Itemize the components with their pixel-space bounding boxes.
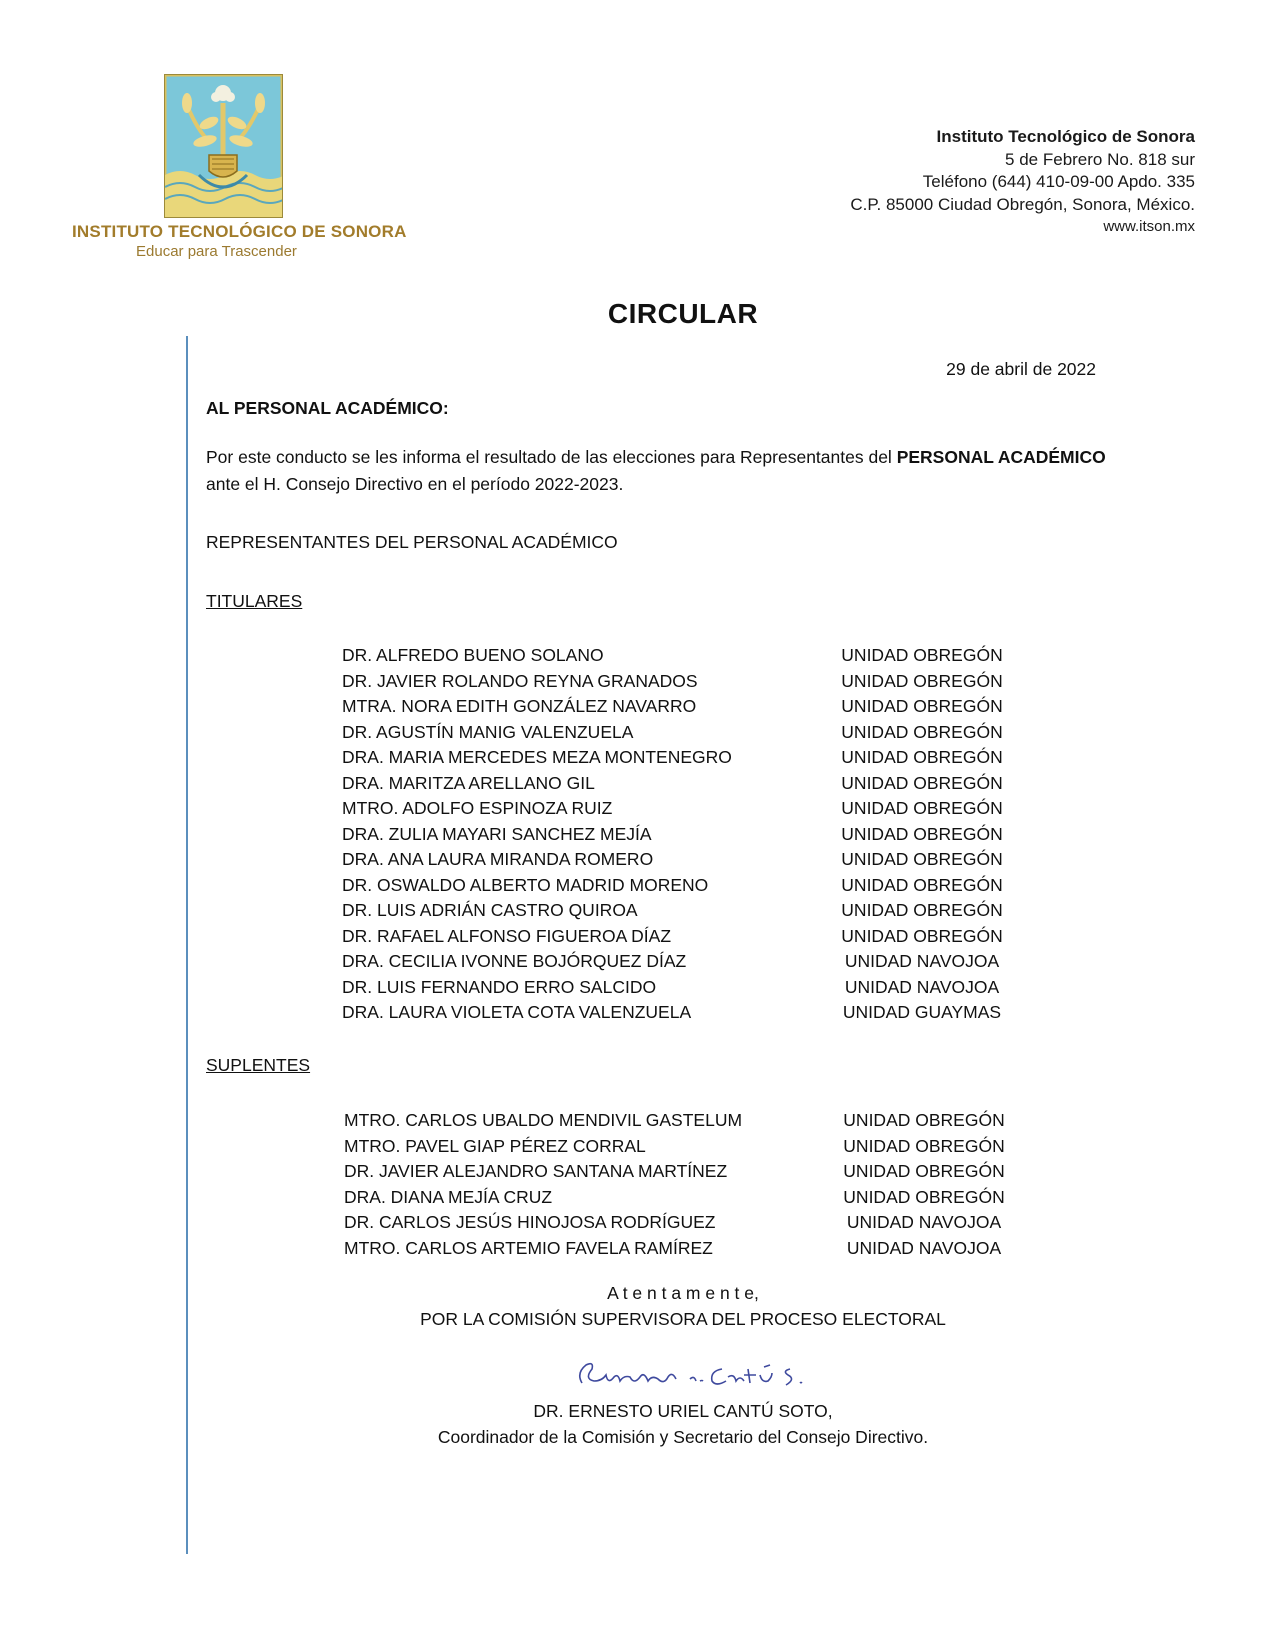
- body-text: Por este conducto se les informa el resultado de las elecciones para Representantes del: [206, 447, 897, 467]
- representative-name: DRA. ZULIA MAYARI SANCHEZ MEJÍA: [342, 823, 652, 844]
- representative-unit: UNIDAD NAVOJOA: [844, 976, 1000, 997]
- representative-name: DR. LUIS FERNANDO ERRO SALCIDO: [342, 976, 657, 997]
- titulares-list: [342, 645, 1042, 1028]
- representative-unit: UNIDAD OBREGÓN: [843, 1161, 1005, 1181]
- closing: A t e n t a m e n t e,: [607, 1283, 759, 1303]
- list-item: [344, 1110, 1044, 1136]
- representative-unit: UNIDAD OBREGÓN: [841, 670, 1003, 691]
- logo-motto: Educar para Trascender: [136, 243, 297, 260]
- representative-unit: UNIDAD OBREGÓN: [843, 1186, 1005, 1207]
- list-item: [344, 1187, 1044, 1213]
- body-text-line2: ante el H. Consejo Directivo en el período 2022-2023.: [206, 474, 624, 494]
- representative-unit: UNIDAD OBREGÓN: [843, 1135, 1005, 1156]
- representative-unit: UNIDAD OBREGÓN: [841, 721, 1003, 742]
- representative-name: MTRO. ADOLFO ESPINOZA RUIZ: [342, 798, 613, 818]
- representative-unit: UNIDAD OBREGÓN: [843, 1110, 1005, 1130]
- representative-unit: UNIDAD OBREGÓN: [841, 798, 1003, 818]
- representative-name: DRA. DIANA MEJÍA CRUZ: [344, 1186, 553, 1207]
- handwritten-signature: [572, 1355, 822, 1395]
- representative-unit: UNIDAD OBREGÓN: [841, 925, 1003, 946]
- signer-role: Coordinador de la Comisión y Secretario del Consejo Directivo.: [437, 1427, 929, 1447]
- list-item: [342, 696, 1042, 722]
- list-item: [342, 926, 1042, 952]
- list-item: [342, 951, 1042, 977]
- margin-rule: [186, 336, 188, 1554]
- address-institution-name: Instituto Tecnológico de Sonora: [936, 127, 1195, 146]
- representative-unit: UNIDAD OBREGÓN: [841, 849, 1003, 869]
- commission-line: POR LA COMISIÓN SUPERVISORA DEL PROCESO ELECTORAL: [420, 1309, 946, 1329]
- representative-name: DRA. MARIA MERCEDES MEZA MONTENEGRO: [342, 747, 732, 767]
- representative-unit: UNIDAD OBREGÓN: [841, 747, 1003, 767]
- document-title: CIRCULAR: [607, 298, 759, 329]
- institution-address: [850, 126, 1195, 239]
- representative-name: DRA. MARITZA ARELLANO GIL: [342, 772, 595, 793]
- representative-name: MTRA. NORA EDITH GONZÁLEZ NAVARRO: [342, 696, 697, 716]
- list-item: [342, 747, 1042, 773]
- logo-institution-name: INSTITUTO TECNOLÓGICO DE SONORA: [72, 222, 407, 241]
- representative-unit: UNIDAD OBREGÓN: [841, 645, 1003, 665]
- list-item: [344, 1161, 1044, 1187]
- list-item: [344, 1212, 1044, 1238]
- representative-unit: UNIDAD NAVOJOA: [844, 951, 1000, 971]
- address-city: C.P. 85000 Ciudad Obregón, Sonora, México.: [850, 194, 1195, 214]
- representative-unit: UNIDAD OBREGÓN: [841, 900, 1003, 920]
- representative-unit: UNIDAD GUAYMAS: [842, 1002, 1002, 1022]
- representative-unit: UNIDAD OBREGÓN: [841, 696, 1003, 716]
- representative-name: DRA. ANA LAURA MIRANDA ROMERO: [342, 849, 654, 869]
- institution-logo: [164, 74, 283, 218]
- list-item: [342, 671, 1042, 697]
- list-item: [342, 1002, 1042, 1028]
- list-item: [342, 824, 1042, 850]
- signer-name: DR. ERNESTO URIEL CANTÚ SOTO,: [533, 1401, 833, 1421]
- list-item: [342, 798, 1042, 824]
- list-item: [342, 645, 1042, 671]
- logo-emblem-icon: [165, 75, 282, 217]
- representative-name: DRA. CECILIA IVONNE BOJÓRQUEZ DÍAZ: [342, 951, 687, 971]
- list-item: [342, 900, 1042, 926]
- representative-name: MTRO. PAVEL GIAP PÉREZ CORRAL: [344, 1135, 646, 1156]
- address-website: www.itson.mx: [1103, 218, 1195, 235]
- representative-unit: UNIDAD OBREGÓN: [841, 823, 1003, 844]
- representative-name: DR. JAVIER ALEJANDRO SANTANA MARTÍNEZ: [344, 1161, 728, 1181]
- suplentes-heading: SUPLENTES: [206, 1055, 311, 1075]
- body-bold-text: PERSONAL ACADÉMICO: [896, 447, 1106, 467]
- list-item: [342, 977, 1042, 1003]
- list-item: [344, 1136, 1044, 1162]
- body-paragraph: [206, 444, 1106, 498]
- representative-unit: UNIDAD OBREGÓN: [841, 772, 1003, 793]
- suplentes-list: [344, 1110, 1044, 1263]
- list-item: [344, 1238, 1044, 1264]
- representative-name: DR. LUIS ADRIÁN CASTRO QUIROA: [342, 900, 638, 920]
- list-item: [342, 773, 1042, 799]
- salutation: AL PERSONAL ACADÉMICO:: [206, 398, 449, 418]
- representative-unit: UNIDAD NAVOJOA: [846, 1237, 1002, 1258]
- representative-unit: UNIDAD OBREGÓN: [841, 874, 1003, 895]
- address-street: 5 de Febrero No. 818 sur: [1005, 149, 1195, 169]
- representative-unit: UNIDAD NAVOJOA: [846, 1212, 1002, 1232]
- representative-name: DR. OSWALDO ALBERTO MADRID MORENO: [342, 874, 709, 895]
- list-item: [342, 875, 1042, 901]
- representative-name: DR. JAVIER ROLANDO REYNA GRANADOS: [342, 670, 698, 691]
- address-phone: Teléfono (644) 410-09-00 Apdo. 335: [922, 172, 1195, 191]
- representative-name: DRA. LAURA VIOLETA COTA VALENZUELA: [342, 1002, 692, 1022]
- section-heading: REPRESENTANTES DEL PERSONAL ACADÉMICO: [206, 532, 618, 552]
- titulares-heading: TITULARES: [206, 591, 303, 611]
- representative-name: MTRO. CARLOS UBALDO MENDIVIL GASTELUM: [344, 1110, 743, 1130]
- list-item: [342, 722, 1042, 748]
- representative-name: DR. RAFAEL ALFONSO FIGUEROA DÍAZ: [342, 925, 672, 946]
- representative-name: DR. AGUSTÍN MANIG VALENZUELA: [342, 721, 634, 742]
- representative-name: DR. ALFREDO BUENO SOLANO: [342, 645, 604, 665]
- list-item: [342, 849, 1042, 875]
- representative-name: MTRO. CARLOS ARTEMIO FAVELA RAMÍREZ: [344, 1237, 713, 1258]
- representative-name: DR. CARLOS JESÚS HINOJOSA RODRÍGUEZ: [344, 1212, 716, 1232]
- document-date: 29 de abril de 2022: [946, 359, 1096, 379]
